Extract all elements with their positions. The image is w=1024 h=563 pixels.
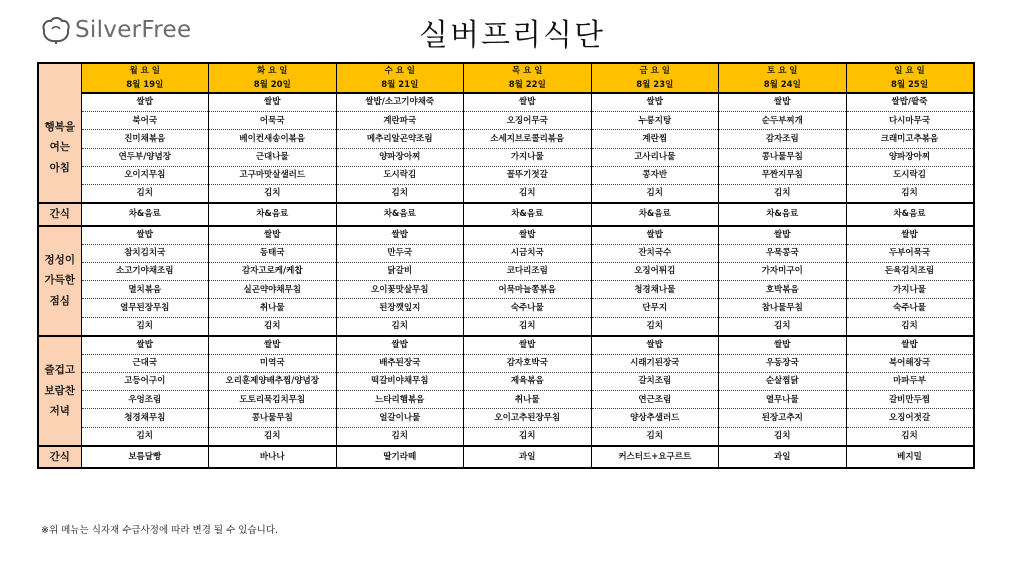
date-header: 8월 24일 [719, 78, 847, 93]
menu-cell: 쌀밥/팥죽 [846, 93, 974, 112]
menu-cell: 도시락김 [846, 166, 974, 184]
snack-row [38, 203, 974, 225]
menu-cell: 김치 [336, 317, 464, 336]
menu-row [38, 299, 974, 317]
menu-cell: 바나나 [209, 446, 337, 468]
menu-cell: 우동장국 [719, 354, 847, 372]
menu-row [38, 244, 974, 262]
menu-cell: 참나물무침 [719, 299, 847, 317]
menu-row [38, 409, 974, 427]
menu-cell: 미역국 [209, 354, 337, 372]
menu-cell: 호박볶음 [719, 281, 847, 299]
menu-cell: 쌀밥 [464, 93, 592, 112]
corner-cell [38, 63, 81, 93]
snack-row [38, 446, 974, 468]
menu-cell: 잔치국수 [591, 244, 719, 262]
menu-cell: 오이지무침 [81, 166, 209, 184]
menu-cell: 계란파국 [336, 112, 464, 130]
menu-cell: 북어해장국 [846, 354, 974, 372]
menu-cell: 양파장아찌 [336, 148, 464, 166]
menu-cell: 누룽지탕 [591, 112, 719, 130]
menu-cell: 어묵마늘쫑볶음 [464, 281, 592, 299]
menu-cell: 오리훈제양배추찜/양념장 [209, 373, 337, 391]
menu-cell: 쌀밥 [81, 93, 209, 112]
menu-cell: 콩나물무침 [719, 148, 847, 166]
menu-cell: 김치 [464, 184, 592, 203]
menu-cell: 김치 [464, 317, 592, 336]
menu-cell: 김치 [591, 317, 719, 336]
menu-cell: 오이고추된장무침 [464, 409, 592, 427]
menu-row [38, 262, 974, 280]
menu-cell: 베이컨새송이볶음 [209, 130, 337, 148]
menu-cell: 고사리나물 [591, 148, 719, 166]
menu-row [38, 226, 974, 245]
menu-cell: 쌀밥 [209, 336, 337, 355]
menu-cell: 시래기된장국 [591, 354, 719, 372]
menu-row [38, 354, 974, 372]
menu-cell: 쌀밥 [846, 336, 974, 355]
meal-label: 간식 [38, 203, 81, 225]
menu-cell: 차&음료 [591, 203, 719, 225]
menu-cell: 김치 [846, 317, 974, 336]
menu-cell: 과일 [719, 446, 847, 468]
menu-cell: 양상추샐러드 [591, 409, 719, 427]
menu-cell: 도토리묵김치무침 [209, 391, 337, 409]
menu-cell: 쌀밥 [464, 226, 592, 245]
menu-cell: 베지밀 [846, 446, 974, 468]
menu-cell: 두부어묵국 [846, 244, 974, 262]
meal-label: 간식 [38, 446, 81, 468]
menu-cell: 진미채볶음 [81, 130, 209, 148]
menu-cell: 멸치볶음 [81, 281, 209, 299]
menu-cell: 쌀밥 [591, 336, 719, 355]
menu-cell: 쌀밥 [719, 93, 847, 112]
menu-cell: 우묵콩국 [719, 244, 847, 262]
menu-cell: 쌀밥 [336, 226, 464, 245]
menu-cell: 오징어튀김 [591, 262, 719, 280]
menu-cell: 차&음료 [209, 203, 337, 225]
menu-cell: 청경채무침 [81, 409, 209, 427]
menu-cell: 쌀밥 [81, 336, 209, 355]
menu-cell: 김치 [846, 427, 974, 446]
menu-cell: 쌀밥 [209, 93, 337, 112]
menu-cell: 단무지 [591, 299, 719, 317]
menu-cell: 김치 [464, 427, 592, 446]
meal-label: 정성이 가득한 점심 [38, 226, 81, 336]
menu-cell: 열무된장무침 [81, 299, 209, 317]
logo-text: SilverFree [75, 17, 192, 43]
menu-row [38, 130, 974, 148]
footer-note: ※위 메뉴는 식자재 수급사정에 따라 변경 될 수 있습니다. [41, 525, 279, 536]
menu-cell: 오이꽃맛살무침 [336, 281, 464, 299]
menu-cell: 숙주나물 [846, 299, 974, 317]
menu-cell: 갈치조림 [591, 373, 719, 391]
menu-cell: 순두부찌개 [719, 112, 847, 130]
menu-cell: 무짠지무침 [719, 166, 847, 184]
menu-cell: 도시락김 [336, 166, 464, 184]
menu-cell: 크래미고추볶음 [846, 130, 974, 148]
menu-cell: 코다리조림 [464, 262, 592, 280]
menu-cell: 소세지브로콜리볶음 [464, 130, 592, 148]
menu-row [38, 93, 974, 112]
menu-cell: 양파장아찌 [846, 148, 974, 166]
menu-cell: 쌀밥/소고기야채죽 [336, 93, 464, 112]
date-header: 8월 21일 [336, 78, 464, 93]
menu-cell: 과일 [464, 446, 592, 468]
menu-cell: 계란찜 [591, 130, 719, 148]
weekly-menu-table [37, 62, 975, 469]
menu-cell: 차&음료 [81, 203, 209, 225]
menu-cell: 된장고추지 [719, 409, 847, 427]
date-header: 8월 20일 [209, 78, 337, 93]
menu-cell: 소고기야채조림 [81, 262, 209, 280]
menu-cell: 제육볶음 [464, 373, 592, 391]
menu-cell: 차&음료 [846, 203, 974, 225]
menu-cell: 김치 [81, 427, 209, 446]
menu-cell: 돈육김치조림 [846, 262, 974, 280]
menu-row [38, 317, 974, 336]
menu-cell: 된장깻잎지 [336, 299, 464, 317]
menu-cell: 쌀밥 [81, 226, 209, 245]
page-title: 실버프리식단 [419, 18, 605, 53]
date-header: 8월 22일 [464, 78, 592, 93]
menu-cell: 오징어젓갈 [846, 409, 974, 427]
menu-cell: 북어국 [81, 112, 209, 130]
menu-row [38, 391, 974, 409]
menu-cell: 청경채나물 [591, 281, 719, 299]
menu-cell: 우엉조림 [81, 391, 209, 409]
weekday-header: 수 요 일 [336, 63, 464, 78]
menu-cell: 꼴뚜기젓갈 [464, 166, 592, 184]
menu-cell: 김치 [209, 184, 337, 203]
menu-row [38, 281, 974, 299]
menu-row [38, 373, 974, 391]
menu-cell: 김치 [81, 184, 209, 203]
menu-cell: 쌀밥 [209, 226, 337, 245]
menu-cell: 참치김치국 [81, 244, 209, 262]
menu-row [38, 112, 974, 130]
date-header: 8월 23일 [591, 78, 719, 93]
menu-cell: 숙주나물 [464, 299, 592, 317]
menu-cell: 고등어구이 [81, 373, 209, 391]
menu-cell: 차&음료 [336, 203, 464, 225]
menu-cell: 김치 [846, 184, 974, 203]
menu-cell: 갈비만두찜 [846, 391, 974, 409]
menu-cell: 콩나물무침 [209, 409, 337, 427]
menu-row [38, 427, 974, 446]
menu-cell: 취나물 [464, 391, 592, 409]
menu-cell: 만두국 [336, 244, 464, 262]
menu-cell: 배추된장국 [336, 354, 464, 372]
menu-row [38, 336, 974, 355]
menu-row [38, 166, 974, 184]
menu-cell: 감자조림 [719, 130, 847, 148]
menu-cell: 김치 [719, 184, 847, 203]
menu-cell: 가자미구이 [719, 262, 847, 280]
menu-cell: 쌀밥 [591, 93, 719, 112]
menu-cell: 다시마무국 [846, 112, 974, 130]
menu-cell: 차&음료 [464, 203, 592, 225]
meal-label: 즐겁고 보람찬 저녁 [38, 336, 81, 446]
date-header: 8월 25일 [846, 78, 974, 93]
weekday-header: 목 요 일 [464, 63, 592, 78]
date-header: 8월 19일 [81, 78, 209, 93]
menu-cell: 떡갈비야채무침 [336, 373, 464, 391]
menu-cell: 열무나물 [719, 391, 847, 409]
menu-cell: 커스터드+요구르트 [591, 446, 719, 468]
weekday-header: 월 요 일 [81, 63, 209, 78]
weekday-header: 금 요 일 [591, 63, 719, 78]
menu-cell: 순살찜닭 [719, 373, 847, 391]
menu-cell: 콩자반 [591, 166, 719, 184]
menu-cell: 쌀밥 [336, 336, 464, 355]
menu-row [38, 184, 974, 203]
menu-cell: 김치 [209, 427, 337, 446]
menu-cell: 보름달빵 [81, 446, 209, 468]
weekday-header: 화 요 일 [209, 63, 337, 78]
weekday-header: 일 요 일 [846, 63, 974, 78]
menu-cell: 오징어무국 [464, 112, 592, 130]
menu-cell: 메추리알곤약조림 [336, 130, 464, 148]
weekday-header: 토 요 일 [719, 63, 847, 78]
menu-cell: 김치 [336, 184, 464, 203]
menu-cell: 김치 [591, 427, 719, 446]
menu-cell: 쌀밥 [464, 336, 592, 355]
menu-cell: 느타리햄볶음 [336, 391, 464, 409]
menu-cell: 김치 [209, 317, 337, 336]
menu-cell: 연근조림 [591, 391, 719, 409]
menu-cell: 마파두부 [846, 373, 974, 391]
menu-row [38, 148, 974, 166]
menu-cell: 김치 [336, 427, 464, 446]
menu-cell: 실곤약야채무침 [209, 281, 337, 299]
menu-cell: 쌀밥 [846, 226, 974, 245]
meal-label: 행복을 여는 아침 [38, 93, 81, 203]
menu-cell: 닭갈비 [336, 262, 464, 280]
menu-cell: 근대국 [81, 354, 209, 372]
menu-cell: 감자고로케/케찹 [209, 262, 337, 280]
menu-cell: 쌀밥 [719, 226, 847, 245]
menu-cell: 동태국 [209, 244, 337, 262]
menu-cell: 얼갈이나물 [336, 409, 464, 427]
menu-cell: 쌀밥 [719, 336, 847, 355]
menu-cell: 시금치국 [464, 244, 592, 262]
menu-cell: 김치 [81, 317, 209, 336]
menu-cell: 감자호박국 [464, 354, 592, 372]
menu-cell: 김치 [591, 184, 719, 203]
menu-cell: 근대나물 [209, 148, 337, 166]
menu-cell: 어묵국 [209, 112, 337, 130]
menu-cell: 김치 [719, 317, 847, 336]
menu-cell: 쌀밥 [591, 226, 719, 245]
menu-cell: 취나물 [209, 299, 337, 317]
menu-cell: 고구마맛살샐러드 [209, 166, 337, 184]
menu-cell: 가지나물 [846, 281, 974, 299]
menu-cell: 차&음료 [719, 203, 847, 225]
menu-cell: 딸기라떼 [336, 446, 464, 468]
menu-cell: 가지나물 [464, 148, 592, 166]
menu-cell: 김치 [719, 427, 847, 446]
menu-cell: 연두부/양념장 [81, 148, 209, 166]
